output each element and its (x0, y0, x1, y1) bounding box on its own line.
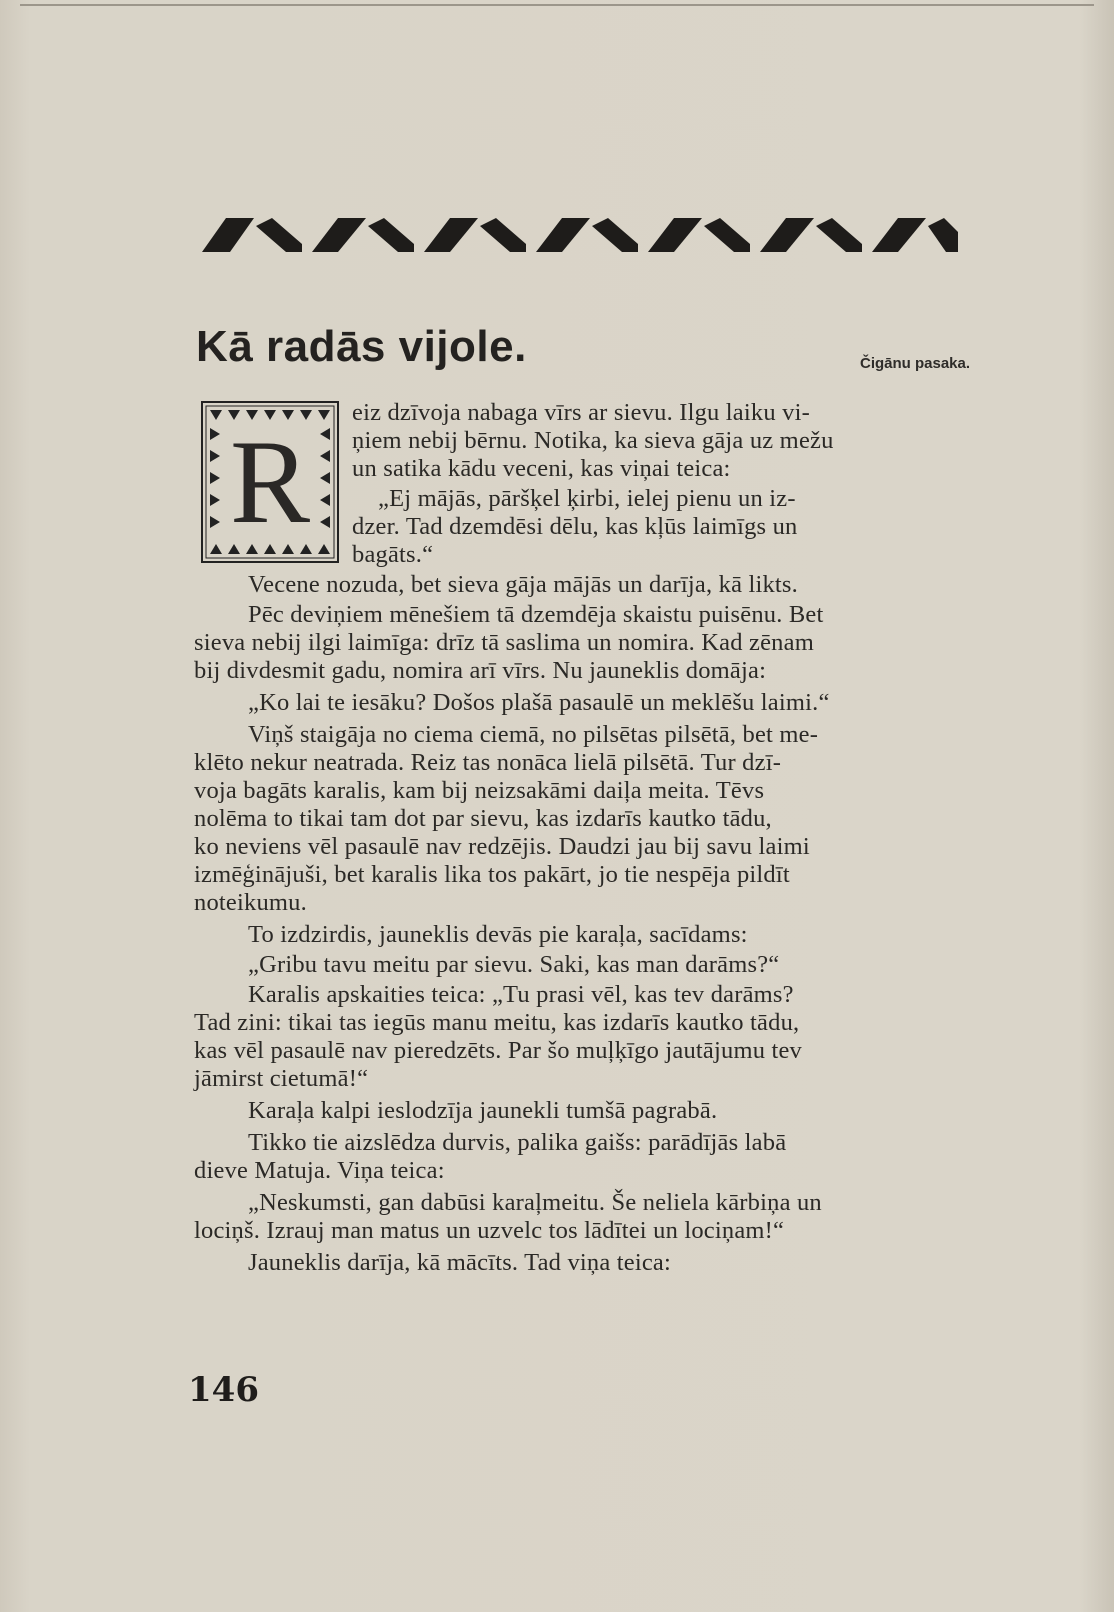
text-line: kas vēl pasaulē nav pieredzēts. Par šo muļķīgo jautājumu tev (194, 1037, 803, 1064)
text-line: „Ko lai te iesāku? Došos plašā pasaulē un meklēšu laimi.“ (248, 689, 830, 716)
text-line: lociņš. Izrauj man matus un uzvelc tos lādītei un lociņam!“ (194, 1217, 785, 1244)
text-line: nolēma to tikai tam dot par sievu, kas izdarīs kautko tādu, (194, 805, 772, 832)
decorative-ornament-band (202, 218, 958, 252)
text-line: voja bagāts karalis, kam bij neizsakāmi daiļa meita. Tēvs (194, 777, 765, 804)
text-line: „Neskumsti, gan dabūsi karaļmeitu. Še neliela kārbiņa un (248, 1189, 822, 1216)
text-line: „Gribu tavu meitu par sievu. Saki, kas man darāms?“ (248, 951, 780, 978)
text-line: Viņš staigāja no ciema ciemā, no pilsētas pilsētā, bet me- (248, 721, 819, 748)
text-line: sieva nebij ilgi laimīga: drīz tā saslima un nomira. Kad zēnam (194, 629, 814, 656)
dropcap-letter: R (229, 415, 311, 548)
text-line: noteikumu. (194, 889, 307, 916)
text-line: Tikko tie aizslēdza durvis, palika gaišs: parādījās labā (248, 1129, 787, 1156)
text-line: Vecene nozuda, bet sieva gāja mājās un darīja, kā likts. (248, 571, 798, 598)
text-line: Jauneklis darīja, kā mācīts. Tad viņa teica: (248, 1249, 671, 1276)
text-line: Karaļa kalpi ieslodzīja jaunekli tumšā pagrabā. (248, 1097, 718, 1124)
text-line: To izdzirdis, jauneklis devās pie karaļa, sacīdams: (248, 921, 748, 948)
text-line: ņiem nebij bērnu. Notika, ka sieva gāja uz mežu (352, 427, 834, 454)
dropcap-frame (200, 400, 340, 564)
text-line: dieve Matuja. Viņa teica: (194, 1157, 445, 1184)
text-line: dzer. Tad dzemdēsi dēlu, kas kļūs laimīgs un (352, 513, 798, 540)
text-line: eiz dzīvoja nabaga vīrs ar sievu. Ilgu laiku vi- (352, 399, 810, 426)
text-line: un satika kādu veceni, kas viņai teica: (352, 455, 731, 482)
text-line: Karalis apskaities teica: „Tu prasi vēl, kas tev darāms? (248, 981, 794, 1008)
text-line: bij divdesmit gadu, nomira arī vīrs. Nu jauneklis domāja: (194, 657, 767, 684)
text-line: „Ej mājās, pāršķel ķirbi, ielej pienu un iz- (378, 485, 796, 512)
text-line: izmēģinājuši, bet karalis lika tos pakārt, jo tie nespēja pildīt (194, 861, 790, 888)
text-line: klēto nekur neatrada. Reiz tas nonāca lielā pilsētā. Tur dzī- (194, 749, 782, 776)
text-line: Tad zini: tikai tas iegūs manu meitu, kas izdarīs kautko tādu, (194, 1009, 800, 1036)
text-line: ko neviens vēl pasaulē nav redzējis. Daudzi jau bij savu laimi (194, 833, 810, 860)
story-title: Kā radās vijole. (196, 322, 527, 371)
page-number: 146 (188, 1370, 259, 1410)
top-rule (20, 4, 1094, 6)
text-line: jāmirst cietumā!“ (194, 1065, 369, 1092)
text-line: Pēc deviņiem mēnešiem tā dzemdēja skaistu puisēnu. Bet (248, 601, 824, 628)
story-subtitle: Čigānu pasaka. (860, 355, 971, 372)
text-line: bagāts.“ (352, 541, 434, 568)
